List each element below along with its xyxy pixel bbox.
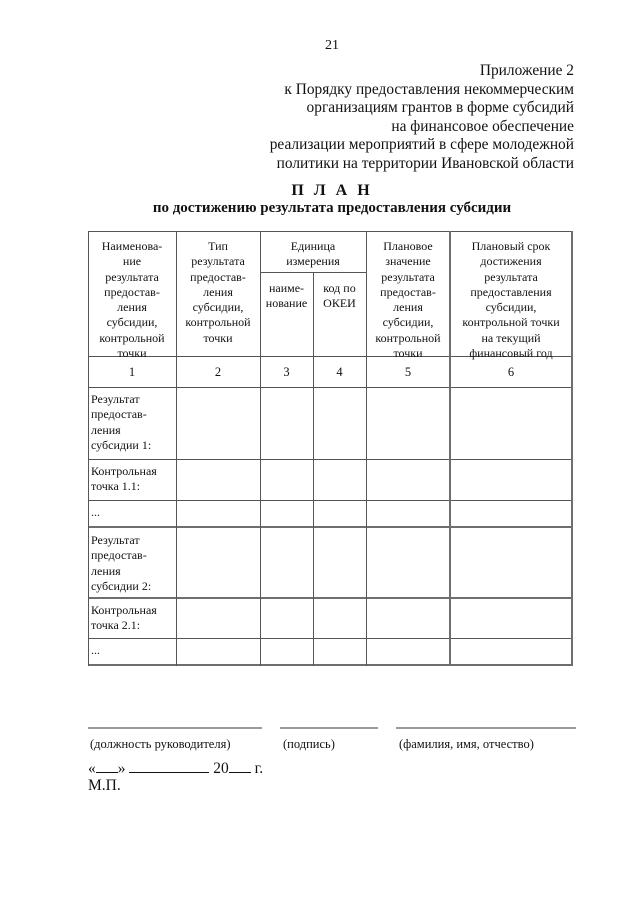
appendix-header [214, 62, 574, 174]
row-label-text: субсидии 1: [91, 437, 152, 452]
column-number: 4 [336, 365, 343, 379]
header-text: ние [122, 254, 142, 269]
year-suffix: г. [254, 760, 264, 777]
table-row-label [88, 533, 176, 594]
header-text: точки [203, 330, 233, 345]
header-text: точки [393, 346, 423, 361]
table-row-label [88, 464, 176, 495]
year-blank [229, 760, 251, 773]
header-text: значение [385, 254, 431, 269]
open-quote: « [88, 760, 96, 777]
year-prefix: 20 [213, 760, 229, 777]
row-divider [88, 526, 572, 528]
header-text: субсидии, [192, 300, 244, 315]
header-text: результата [191, 254, 245, 269]
header-text: предостав- [190, 269, 246, 284]
stamp-place: М.П. [88, 777, 121, 794]
full-name-signature-line [396, 727, 576, 729]
header-text: субсидии, [106, 315, 158, 330]
date-line [88, 760, 263, 778]
row-divider [88, 597, 572, 599]
row-label-text: субсидии 2: [91, 578, 152, 593]
row-label-text: Контрольная [91, 603, 157, 617]
row-divider [88, 387, 572, 388]
row-divider [88, 638, 572, 639]
header-text: субсидии, [485, 300, 537, 315]
header-text: ления [117, 300, 147, 315]
table-row-label [88, 603, 176, 634]
header-text: предоставления [470, 284, 552, 299]
table-border-top [88, 231, 572, 232]
row-label-text: ... [91, 643, 100, 657]
header-text: наиме- [268, 281, 305, 295]
header-text: на текущий [481, 330, 541, 345]
header-text: ления [203, 284, 233, 299]
header-unit-group [260, 239, 366, 270]
header-text: код по [323, 281, 356, 295]
column-number: 5 [404, 365, 412, 379]
close-quote: » [117, 760, 126, 777]
signature-line [280, 727, 378, 729]
row-label-text: Результат [91, 392, 140, 406]
header-text: Плановое [383, 239, 433, 253]
row-label-text: ... [91, 505, 100, 519]
column-number: 6 [507, 365, 515, 379]
header-col4 [313, 281, 366, 312]
row-label-text: Результат [91, 533, 140, 547]
header-text: субсидии, [382, 315, 434, 330]
row-label-text: предостав- [91, 407, 147, 422]
header-text: контрольной [375, 330, 441, 345]
appendix-line: реализации мероприятий в сфере молодежной [269, 136, 574, 154]
header-text: результата [484, 269, 538, 284]
plan-table [88, 231, 572, 665]
appendix-line: политики на территории Ивановской области [276, 154, 574, 172]
header-text: достижения [480, 254, 542, 269]
header-text: измерения [286, 254, 340, 269]
column-number: 2 [214, 365, 222, 379]
header-text: предостав- [380, 284, 436, 299]
row-label-text: предостав- [91, 548, 147, 563]
header-text: Наименова- [101, 239, 163, 253]
row-label-text: ления [91, 422, 121, 437]
header-col1 [88, 239, 176, 361]
page-number: 21 [325, 38, 339, 53]
header-text: Тип [208, 239, 228, 253]
header-text: результата [105, 269, 159, 284]
header-text: ОКЕИ [323, 296, 356, 311]
document-title: П Л А Н [291, 182, 373, 199]
signature-label: (подпись) [283, 737, 335, 751]
header-col2 [176, 239, 260, 346]
day-blank [96, 760, 118, 773]
appendix-line: Приложение 2 [479, 62, 574, 79]
position-signature-line [88, 727, 262, 729]
appendix-line: на финансовое обеспечение [391, 117, 574, 135]
header-text: ления [393, 300, 423, 315]
row-label-text: точка 2.1: [91, 618, 141, 633]
full-name-label: (фамилия, имя, отчество) [399, 737, 534, 751]
appendix-line: к Порядку предоставления некоммерческим [284, 80, 574, 98]
header-col6 [450, 239, 572, 361]
month-blank [129, 760, 209, 773]
table-row-label [88, 505, 176, 520]
column-number: 3 [283, 365, 290, 379]
position-label: (должность руководителя) [90, 737, 231, 751]
header-text: результата [381, 269, 435, 284]
header-text: предостав- [104, 284, 160, 299]
row-label-text: Контрольная [91, 464, 157, 478]
column-divider [313, 272, 314, 666]
header-col3 [260, 281, 313, 312]
column-number: 1 [128, 365, 136, 379]
appendix-line: организациям грантов в форме субсидий [306, 99, 574, 117]
document-subtitle: по достижению результата предоставления субсидии [152, 200, 512, 216]
header-text: финансовый год [469, 346, 553, 361]
header-col5 [366, 239, 450, 361]
row-divider [88, 500, 572, 501]
row-label-text: точка 1.1: [91, 479, 141, 494]
header-text: точки [117, 346, 147, 361]
table-border-bottom [88, 664, 572, 666]
table-row-label [88, 392, 176, 453]
row-label-text: ления [91, 563, 121, 578]
row-divider [88, 459, 572, 460]
header-text: Единица [290, 239, 336, 253]
header-text: контрольной [99, 330, 165, 345]
header-text: Плановый срок [471, 239, 551, 253]
header-text: контрольной [185, 315, 251, 330]
header-text: нование [265, 296, 308, 311]
table-row-label [88, 643, 176, 658]
header-text: контрольной точки [462, 315, 560, 330]
